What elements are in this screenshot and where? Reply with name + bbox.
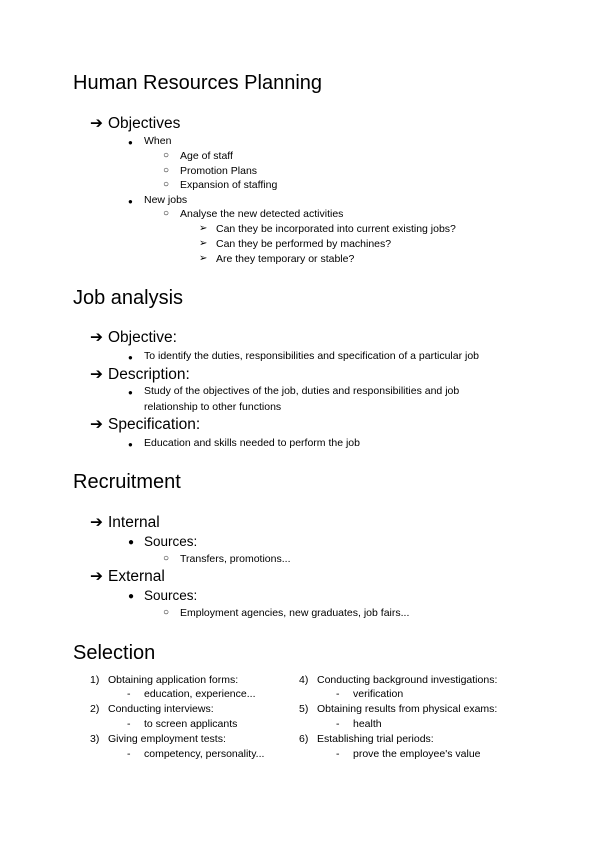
selection-step-label: Conducting background investigations:: [317, 674, 498, 686]
hrp-objectives-item: [90, 114, 180, 133]
bullet-circle-icon: ○: [163, 553, 170, 564]
selection-step-detail: verification: [353, 688, 404, 700]
hrp-heading: Human Resources Planning: [73, 72, 323, 94]
selection-step-label: Conducting interviews:: [108, 703, 214, 715]
recruit-external-sources: Sources:: [144, 588, 198, 603]
job-specification-text: Education and skills needed to perform the job: [144, 437, 360, 449]
hrp-question: Can they be performed by machines?: [216, 238, 392, 250]
bullet-disc-icon: ●: [128, 197, 133, 206]
selection-number: 6): [299, 733, 309, 745]
bullet-disc-icon: ●: [128, 138, 133, 147]
arrow-icon: ➔: [90, 366, 103, 383]
job-specification-label: Specification:: [108, 416, 201, 433]
recruit-external-label: External: [108, 568, 165, 585]
job-objective-text: To identify the duties, responsibilities and specification of a particular job: [144, 350, 480, 362]
selection-step-label: Establishing trial periods:: [317, 733, 434, 745]
bullet-disc-icon: ●: [128, 388, 133, 397]
bullet-disc-icon: ●: [128, 440, 133, 449]
bullet-circle-icon: ○: [163, 150, 170, 161]
hrp-when-item: Expansion of staffing: [180, 179, 278, 191]
hrp-question: Can they be incorporated into current existing jobs?: [216, 223, 456, 235]
arrow-icon: ➔: [90, 115, 103, 132]
selection-step-label: Giving employment tests:: [108, 733, 226, 745]
hrp-newjobs-label: New jobs: [144, 194, 188, 206]
hrp-question: Are they temporary or stable?: [216, 253, 355, 265]
dash-bullet-icon: -: [336, 718, 340, 730]
selection-number: 3): [90, 733, 100, 745]
job-description-line: Study of the objectives of the job, duties and responsibilities and job: [144, 385, 460, 397]
arrow-icon: ➔: [90, 329, 103, 346]
selection-step-label: Obtaining results from physical exams:: [317, 703, 498, 715]
bullet-disc-icon: ●: [128, 591, 135, 602]
selection-step-detail: health: [353, 718, 382, 730]
selection-heading: Selection: [73, 642, 156, 664]
recruit-internal-item: [90, 513, 160, 532]
hrp-when-label: When: [144, 135, 172, 147]
hrp-analyse-item: Analyse the new detected activities: [180, 208, 344, 220]
job-specification-item: [90, 415, 200, 434]
recruit-internal-sources: Sources:: [144, 534, 198, 549]
arrow-icon: ➔: [90, 416, 103, 433]
bullet-disc-icon: ●: [128, 537, 135, 548]
selection-step-detail: to screen applicants: [144, 718, 238, 730]
selection-number: 1): [90, 674, 100, 686]
job-description-line: relationship to other functions: [144, 401, 282, 413]
dash-bullet-icon: -: [336, 748, 340, 760]
job-objective-label: Objective:: [108, 329, 177, 346]
job-heading: Job analysis: [73, 287, 184, 309]
dash-bullet-icon: -: [127, 688, 131, 700]
hrp-when-item: Promotion Plans: [180, 165, 258, 177]
job-objective-item: [90, 328, 177, 347]
hrp-objectives-label: Objectives: [108, 115, 181, 132]
recruit-internal-text: Transfers, promotions...: [180, 553, 291, 565]
bullet-circle-icon: ○: [163, 165, 170, 176]
job-description-label: Description:: [108, 366, 190, 383]
bullet-circle-icon: ○: [163, 607, 170, 618]
bullet-circle-icon: ○: [163, 208, 170, 219]
bullet-circle-icon: ○: [163, 179, 170, 190]
chevron-bullet-icon: ➢: [199, 253, 208, 264]
selection-step-label: Obtaining application forms:: [108, 674, 239, 686]
recruit-heading: Recruitment: [73, 471, 181, 493]
selection-step-detail: education, experience...: [144, 688, 256, 700]
bullet-disc-icon: ●: [128, 353, 133, 362]
recruit-external-item: [90, 567, 165, 586]
dash-bullet-icon: -: [127, 748, 131, 760]
selection-step-detail: prove the employee's value: [353, 748, 481, 760]
dash-bullet-icon: -: [127, 718, 131, 730]
recruit-external-text: Employment agencies, new graduates, job fairs...: [180, 607, 410, 619]
chevron-bullet-icon: ➢: [199, 238, 208, 249]
arrow-icon: ➔: [90, 514, 103, 531]
arrow-icon: ➔: [90, 568, 103, 585]
selection-number: 4): [299, 674, 309, 686]
chevron-bullet-icon: ➢: [199, 223, 208, 234]
hrp-when-item: Age of staff: [180, 150, 233, 162]
dash-bullet-icon: -: [336, 688, 340, 700]
selection-number: 2): [90, 703, 100, 715]
job-description-item: [90, 365, 190, 384]
selection-number: 5): [299, 703, 309, 715]
recruit-internal-label: Internal: [108, 514, 160, 531]
selection-step-detail: competency, personality...: [144, 748, 265, 760]
